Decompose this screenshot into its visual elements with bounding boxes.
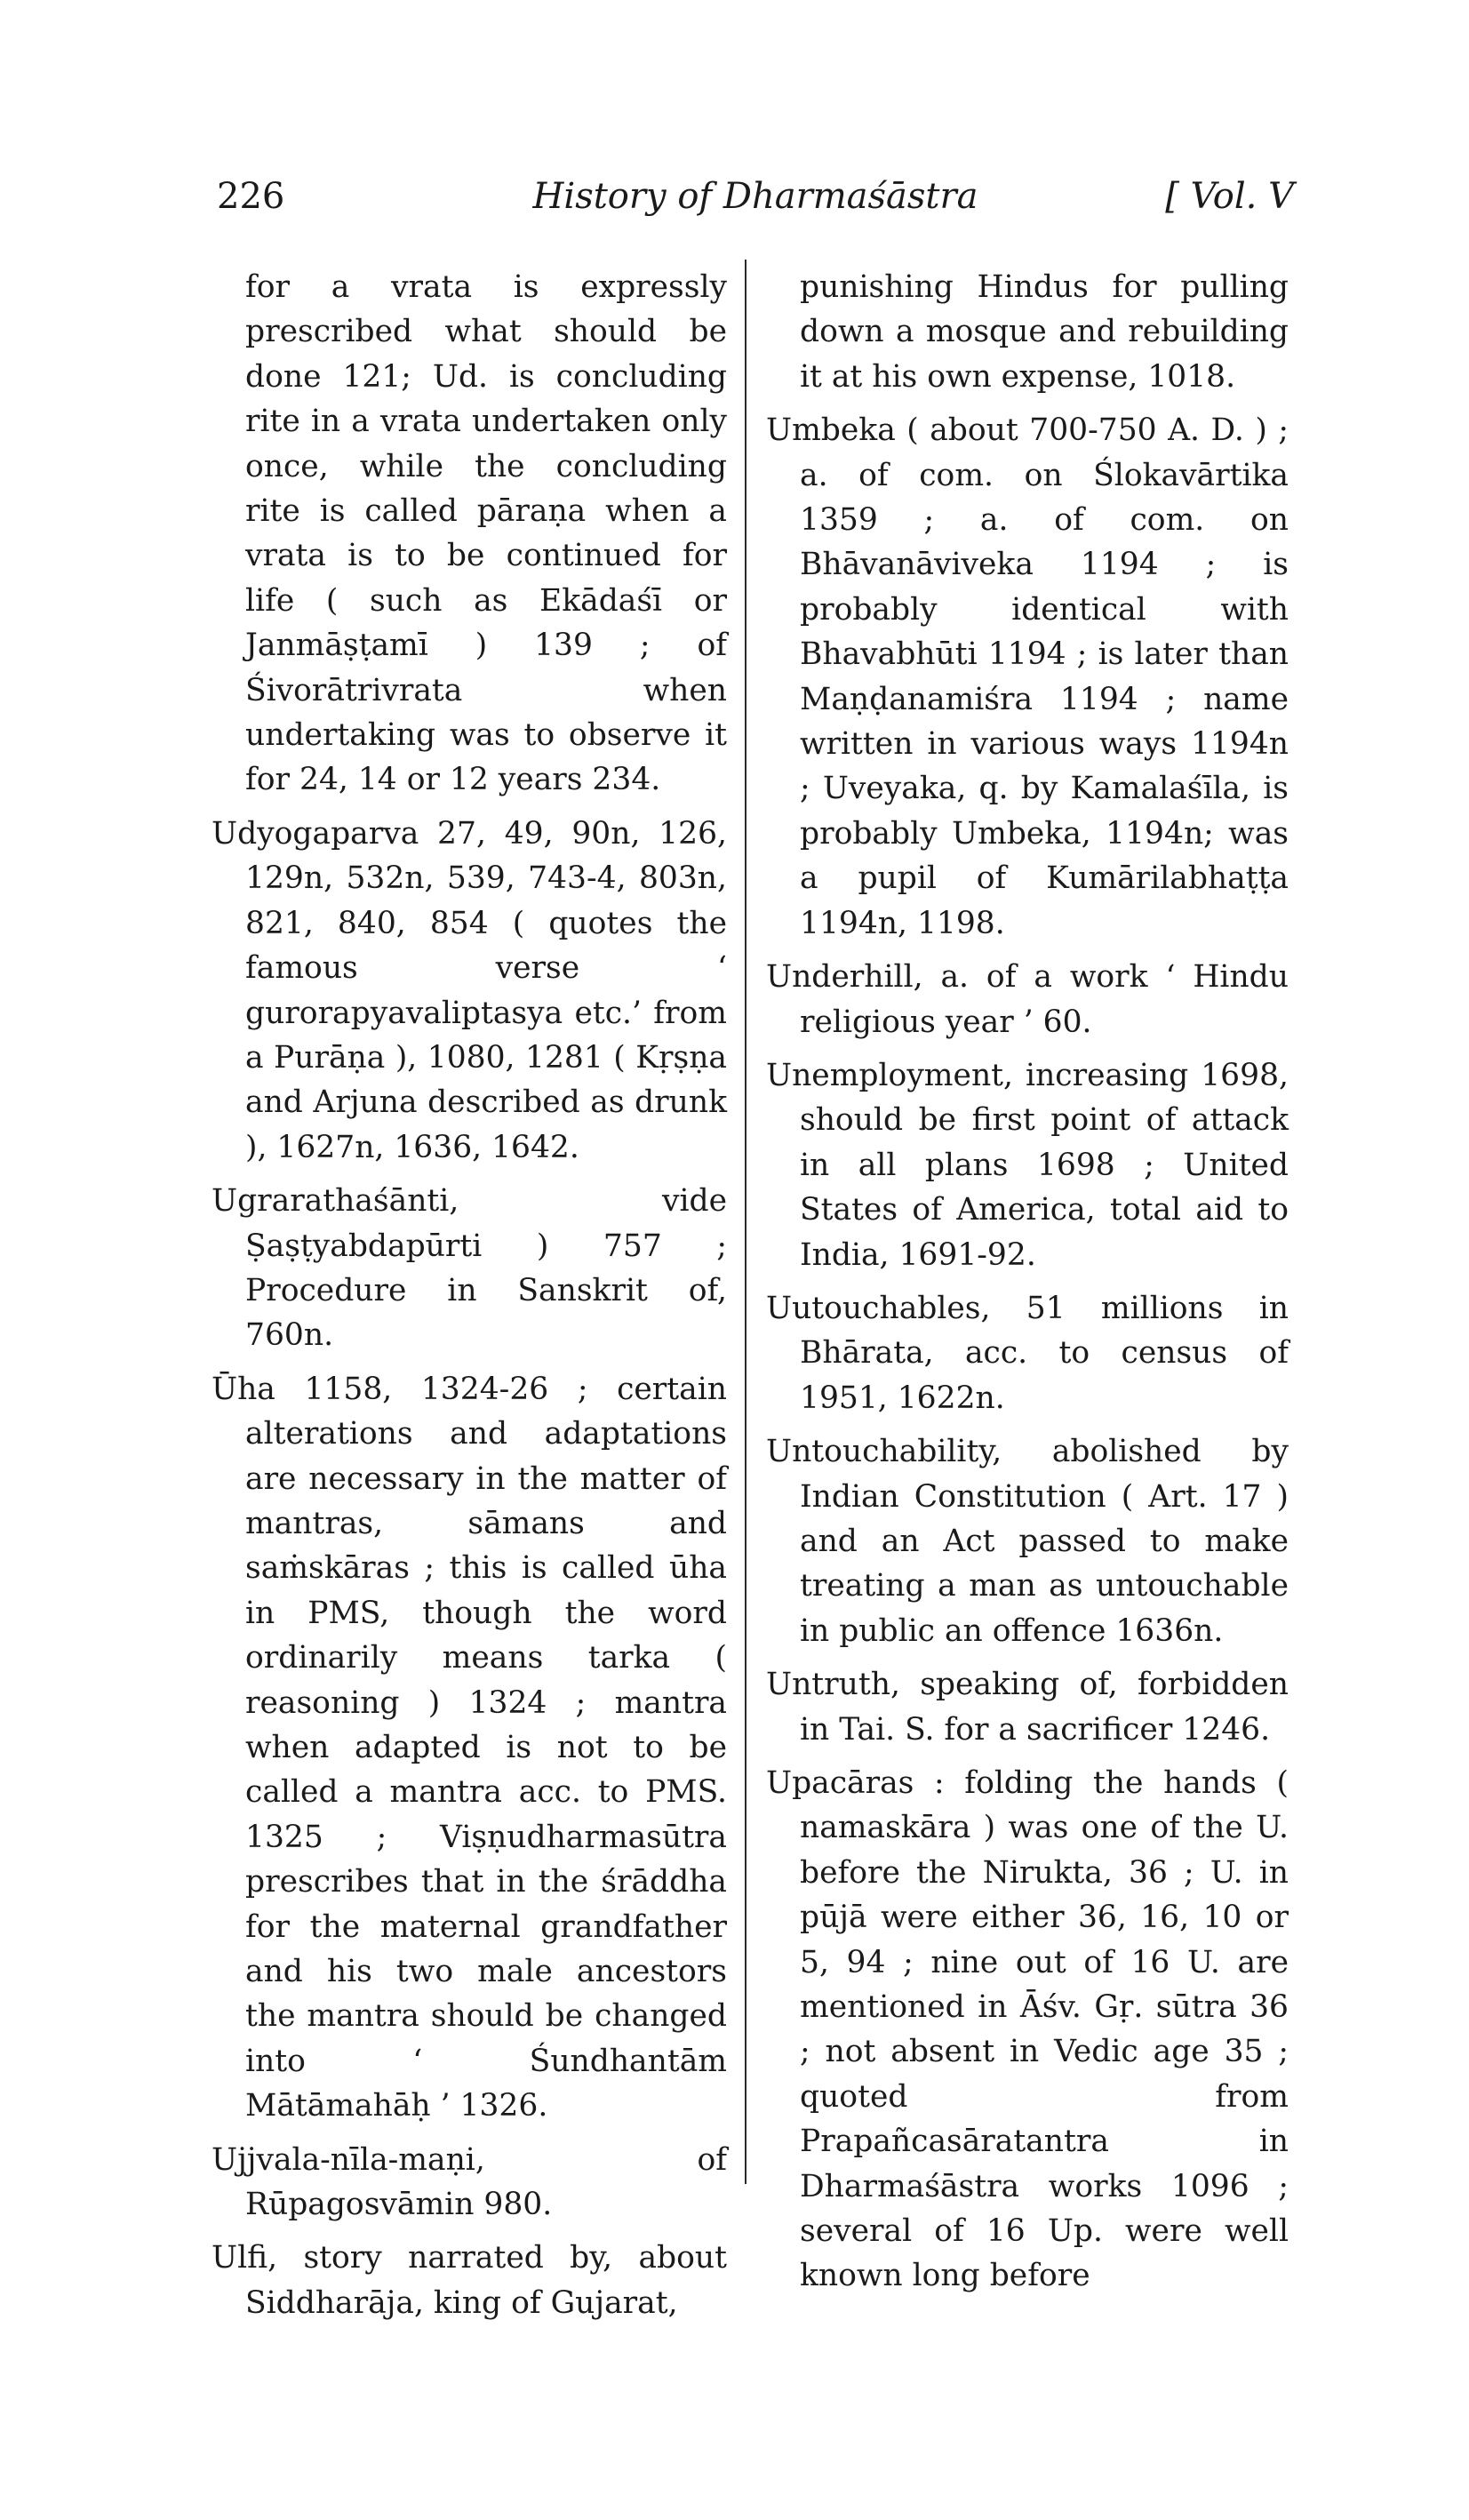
index-entry: Upacāras : folding the hands ( namaskāra ) was one of the U. before the Nirukta, 36 ; U. in pūjā were either 36, 16, 10 or 5, 94 ; nine out of 16 U. are mentioned in Āśv. Gṛ. sūtra 36 ; not absent in Vedic age 35 ; quoted from Prapañcasāratantra in Dharmaśāstra works 1096 ; several of 16 Up. were well known long before	[766, 1765, 1289, 2294]
index-entry: Underhill, a. of a work ‘ Hindu religious year ’ 60.	[766, 959, 1289, 1040]
volume-label: [ Vol. V	[1165, 176, 1294, 217]
index-entry: Ulfi, story narrated by, about Siddharāja, king of Gujarat,	[212, 2240, 727, 2321]
column-divider	[745, 260, 746, 2184]
index-entry: Ujjvala-nīla-maṇi, of Rūpagosvāmin 980.	[212, 2141, 727, 2223]
right-column	[766, 265, 1289, 2308]
index-entry: Ūha 1158, 1324-26 ; certain alterations and adaptations are necessary in the matter of mantras, sāmans and saṁskāras ; this is called ūha in PMS, though the word ordinarily means tarka ( reasoning ) 1324 ; mantra when adapted is not to be called a mantra acc. to PMS. 1325 ; Viṣṇudharmasūtra prescribes that in the śrāddha for the maternal grandfather and his two male ancestors the mantra should be changed into ‘ Śundhantām Mātāmahāḥ ’ 1326.	[212, 1371, 727, 2124]
index-entry: Untruth, speaking of, forbidden in Tai. S. for a sacrificer 1246.	[766, 1667, 1289, 1748]
page-header	[217, 176, 1294, 229]
running-title: History of Dharmaśāstra	[532, 176, 978, 217]
index-entry: Unemployment, increasing 1698, should be first point of attack in all plans 1698 ; United States of America, total aid to India, 1691-92.	[766, 1057, 1289, 1273]
index-entry-continuation: punishing Hindus for pulling down a mosque and rebuilding it at his own expense, 1018.	[800, 269, 1289, 395]
index-entry: Umbeka ( about 700-750 A. D. ) ; a. of com. on Ślokavārtika 1359 ; a. of com. on Bhāvanāviveka 1194 ; is probably identical with Bhavabhūti 1194 ; is later than Maṇḍanamiśra 1194 ; name written in various ways 1194n ; Uveyaka, q. by Kamalaśīla, is probably Umbeka, 1194n; was a pupil of Kumārilabhaṭṭa 1194n, 1198.	[766, 412, 1289, 941]
index-entry: Udyogaparva 27, 49, 90n, 126, 129n, 532n, 539, 743-4, 803n, 821, 840, 854 ( quotes the famous verse ‘ gurorapyavaliptasya etc.’ from a Purāṇa ), 1080, 1281 ( Kṛṣṇa and Arjuna described as drunk ), 1627n, 1636, 1642.	[212, 815, 727, 1165]
index-entry: Ugrarathaśānti, vide Ṣaṣṭyabdapūrti ) 757 ; Procedure in Sanskrit of, 760n.	[212, 1183, 727, 1354]
index-entry-continuation: for a vrata is expressly prescribed what should be done 121; Ud. is concluding rite in a vrata undertaken only once, while the concluding rite is called pāraṇa when a vrata is to be continued for life ( such as Ekādaśī or Janmāṣṭamī ) 139 ; of Śivorātrivrata when undertaking was to observe it for 24, 14 or 12 years 234.	[245, 269, 727, 798]
page-number: 226	[217, 176, 285, 217]
index-entry: Untouchability, abolished by Indian Constitution ( Art. 17 ) and an Act passed to make treating a man as untouchable in public an offence 1636n.	[766, 1434, 1289, 1649]
index-entry: Uutouchables, 51 millions in Bhārata, acc. to census of 1951, 1622n.	[766, 1290, 1289, 1416]
left-column	[212, 265, 727, 2334]
